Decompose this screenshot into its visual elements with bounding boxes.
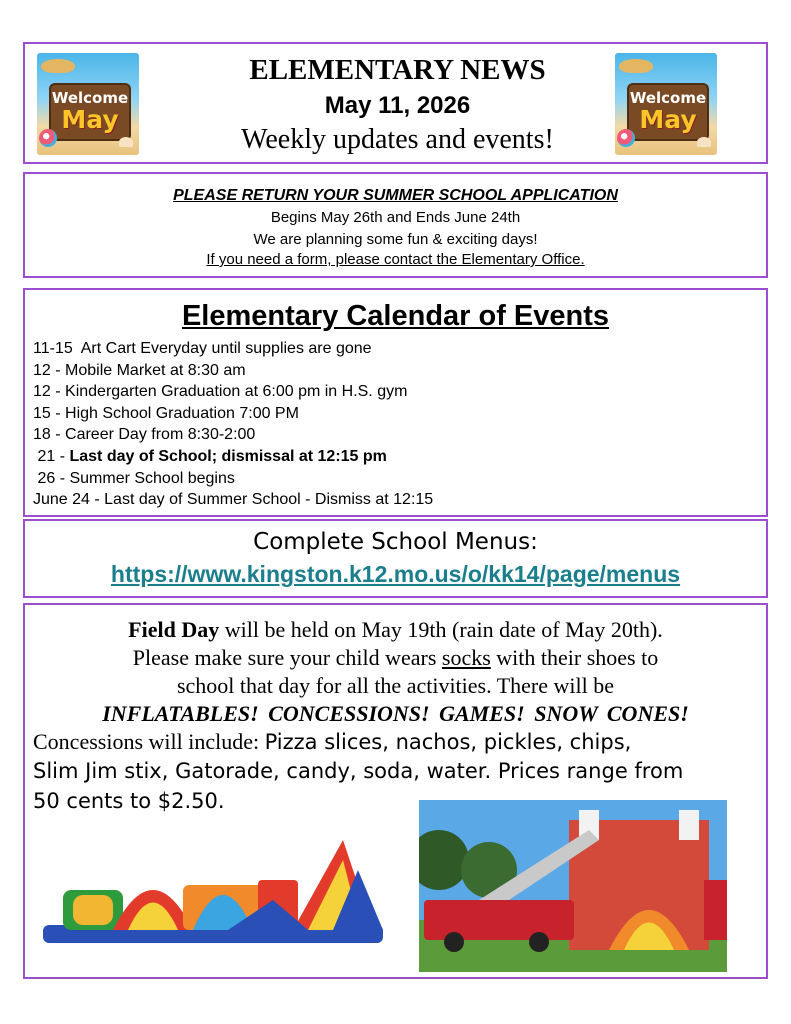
- fire-truck-bounce-house-image: [419, 800, 727, 972]
- seashell-icon: [119, 137, 133, 147]
- event-date: 21 -: [33, 447, 70, 465]
- school-menus: [23, 519, 768, 598]
- menus-label: Complete School Menus:: [253, 529, 538, 555]
- concessions-line-1: [33, 729, 631, 755]
- wooden-sign: [49, 83, 131, 141]
- field-day-section: [23, 603, 768, 979]
- concessions-items: Pizza slices, nachos, pickles, chips,: [264, 730, 632, 754]
- welcome-may-badge-left: [37, 53, 139, 155]
- event-highlight: Last day of School; dismissal at 12:15 pm: [69, 447, 387, 465]
- field-day-line-2: [25, 645, 766, 671]
- field-day-date-text: will be held on May 19th (rain date of May 20th).: [219, 617, 663, 642]
- concessions-line-3: 50 cents to $2.50.: [33, 789, 225, 813]
- event-item: 12 - Kindergarten Graduation at 6:00 pm in H.S. gym: [33, 383, 408, 401]
- field-day-line-1: [25, 617, 766, 643]
- socks-emphasis: socks: [441, 645, 491, 670]
- event-item: 18 - Career Day from 8:30-2:00: [33, 426, 256, 444]
- summer-school-note: We are planning some fun & exciting days!: [253, 231, 538, 248]
- event-item: 12 - Mobile Market at 8:30 am: [33, 361, 246, 379]
- straw-hat-icon: [41, 59, 75, 73]
- straw-hat-icon: [619, 59, 653, 73]
- summer-school-dates: Begins May 26th and Ends June 24th: [270, 209, 521, 226]
- summer-school-contact: If you need a form, please contact the Elementary Office.: [206, 251, 585, 268]
- event-item: June 24 - Last day of Summer School - Dismiss at 12:15: [33, 491, 434, 509]
- event-item: 26 - Summer School begins: [33, 469, 235, 487]
- event-list: [33, 338, 433, 511]
- calendar-title: Elementary Calendar of Events: [181, 300, 610, 332]
- event-item: 11-15 Art Cart Everyday until supplies are gone: [33, 340, 372, 357]
- wooden-sign: [627, 83, 709, 141]
- summer-school-notice: [23, 172, 768, 278]
- summer-school-heading: PLEASE RETURN YOUR SUMMER SCHOOL APPLICATION: [173, 187, 618, 204]
- concessions-line-2: Slim Jim stix, Gatorade, candy, soda, water. Prices range from: [33, 759, 684, 783]
- badge-may-text: May: [61, 105, 119, 134]
- seashell-icon: [697, 137, 711, 147]
- newsletter-date: May 11, 2026: [324, 92, 471, 119]
- inflatable-obstacle-course-image: [43, 830, 388, 948]
- field-day-highlights: INFLATABLES! CONCESSIONS! GAMES! SNOW CONES!: [102, 701, 689, 726]
- beach-ball-icon: [39, 129, 57, 147]
- event-item: [33, 446, 433, 468]
- field-day-line-3: school that day for all the activities. There will be: [176, 673, 614, 698]
- concessions-lead: Concessions will include:: [33, 729, 265, 754]
- beach-ball-icon: [617, 129, 635, 147]
- newsletter-title: ELEMENTARY NEWS: [249, 54, 546, 86]
- badge-welcome-text: Welcome: [51, 89, 129, 107]
- newsletter-subtitle: Weekly updates and events!: [241, 124, 554, 155]
- welcome-may-badge-right: [615, 53, 717, 155]
- menus-link[interactable]: https://www.kingston.k12.mo.us/o/kk14/page/menus: [110, 561, 681, 587]
- field-day-text: Please make sure your child wears: [132, 645, 442, 670]
- badge-welcome-text: Welcome: [629, 89, 707, 107]
- calendar-of-events: [23, 288, 768, 517]
- field-day-label: Field Day: [128, 617, 220, 642]
- field-day-text: with their shoes to: [490, 645, 659, 670]
- event-item: 15 - High School Graduation 7:00 PM: [33, 404, 299, 422]
- badge-may-text: May: [639, 105, 697, 134]
- header-banner: [23, 42, 768, 164]
